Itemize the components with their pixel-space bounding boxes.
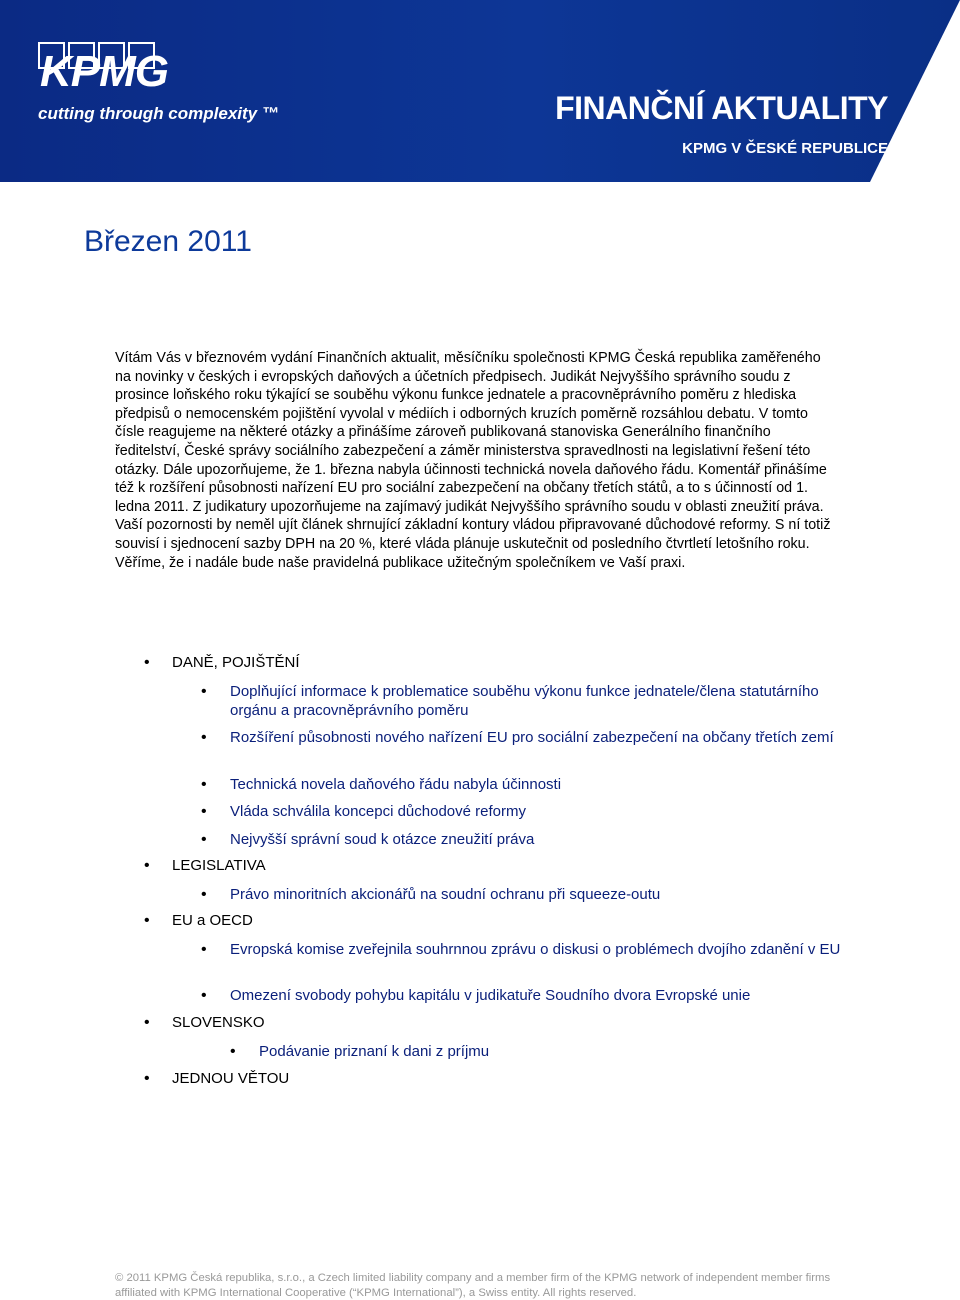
toc-item[interactable]: • Vláda schválila koncepci důchodové reformy xyxy=(230,802,848,821)
toc-item[interactable]: • Omezení svobody pohybu kapitálu v judikatuře Soudního dvora Evropské unie xyxy=(230,986,848,1005)
toc-section-slovakia[interactable]: • SLOVENSKO xyxy=(172,1014,265,1031)
logo-text: KPMG xyxy=(40,47,168,96)
page-fold-decoration xyxy=(870,0,960,182)
kpmg-logo[interactable] xyxy=(38,42,168,96)
toc-section-taxes[interactable]: • DANĚ, POJIŠTĚNÍ xyxy=(172,654,300,671)
toc-item[interactable]: • Právo minoritních akcionářů na soudní ochranu při squeeze-outu xyxy=(230,885,848,904)
toc-item[interactable]: • Rozšíření působnosti nového nařízení EU pro sociální zabezpečení na občany třetích zemí xyxy=(230,728,848,747)
toc-item[interactable]: • Technická novela daňového řádu nabyla účinnosti xyxy=(230,775,848,794)
toc-section-in-brief[interactable]: • JEDNOU VĚTOU xyxy=(172,1070,289,1087)
newsletter-title: FINANČNÍ AKTUALITY xyxy=(555,90,888,126)
toc-item[interactable]: • Evropská komise zveřejnila souhrnnou zprávu o diskusi o problémech dvojího zdanění v EU xyxy=(230,940,848,959)
toc-item[interactable]: • Nejvyšší správní soud k otázce zneužití práva xyxy=(230,830,848,849)
intro-paragraph: Vítám Vás v březnovém vydání Finančních aktualit, měsíčníku společnosti KPMG Česká republika zaměřeného na novinky v českých i evropských daňových a účetních předpisech. Judikát Nejvyššího správního soudu z prosince loňského roku týkající se souběhu výkonu funkce jednatele a pracovněprávního poměru z hlediska předpisů o nemocenském pojištění vyvolal v médiích i odborných kruzích poměrně rozsáhlou debatu. V tomto čísle reagujeme na některé otázky a přinášíme zároveň publikovaná stanoviska Generálního finančního ředitelství, České správy sociálního zabezpečení a záměr ministerstva spravedlnosti na legislativní řešení této otázky. Dále upozorňujeme, že 1. března nabyla účinnosti technická novela daňového řádu. Komentář přinášíme též k rozšíření působnosti nařízení EU pro sociální zabezpečení na občany třetích států, a to s účinností od 1. ledna 2011. Z judikatury upozorňujeme na zajímavý judikát Nejvyššího správního soudu v oblasti zneužití práva. Vaší pozornosti by neměl ujít článek shrnující základní kontury vládou připravované důchodové reformy. S ní totiž souvisí i sjednocení sazby DPH na 20 %, které vláda plánuje uskutečnit od posledního čtvrtletí letošního roku. Věříme, že i nadále bude naše pravidelná publikace užitečným společníkem ve Vaší praxi. xyxy=(115,350,831,571)
masthead xyxy=(0,0,960,182)
toc-section-eu-oecd[interactable]: • EU a OECD xyxy=(172,912,253,929)
tagline: cutting through complexity ™ xyxy=(38,104,279,123)
issue-date: Březen 2011 xyxy=(84,225,252,258)
toc-item[interactable]: • Podávanie priznaní k dani z príjmu xyxy=(259,1042,877,1061)
newsletter-subtitle: KPMG V ČESKÉ REPUBLICE xyxy=(682,140,888,157)
copyright-footer: © 2011 KPMG Česká republika, s.r.o., a Czech limited liability company and a member firm of the KPMG network of independent member firms affiliated with KPMG International Cooperative (“KPMG International”), a Swiss entity. All rights reserved. xyxy=(115,1272,831,1299)
toc-item[interactable]: • Doplňující informace k problematice souběhu výkonu funkce jednatele/člena statutárního orgánu a pracovněprávního poměru xyxy=(230,682,848,720)
toc-section-legislation[interactable]: • LEGISLATIVA xyxy=(172,857,266,874)
